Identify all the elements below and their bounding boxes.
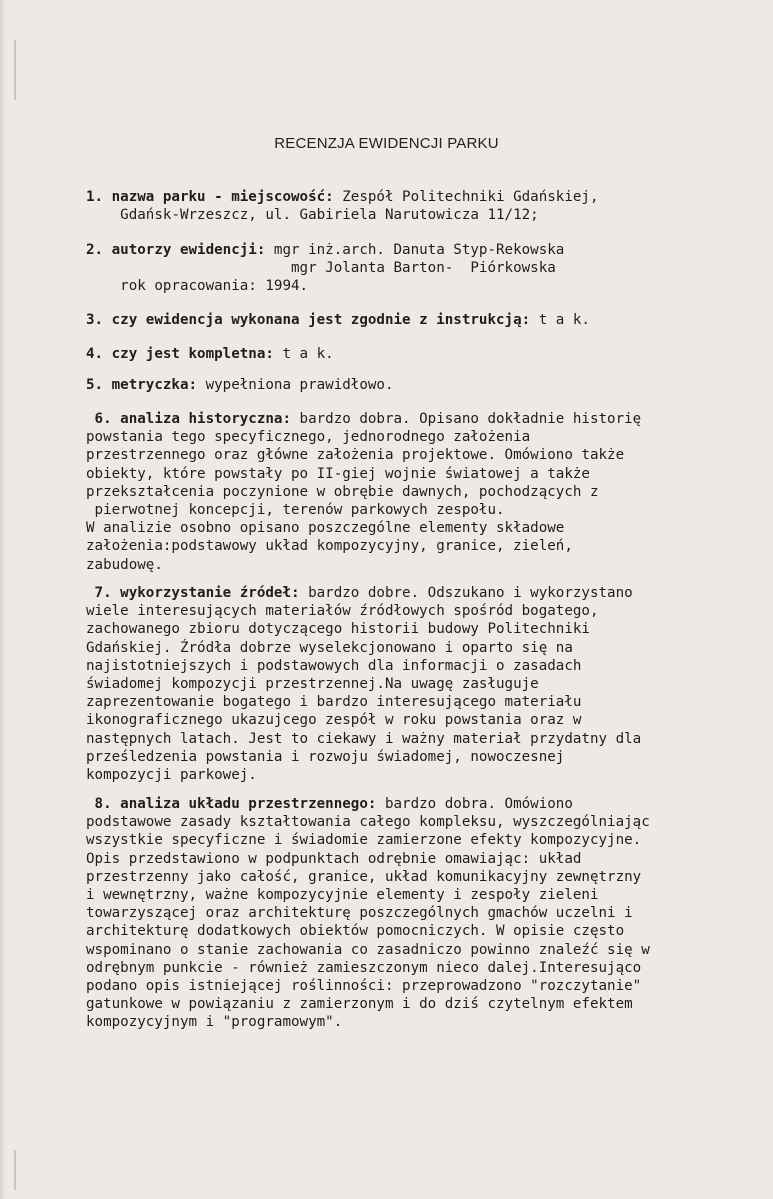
paragraph-line: [86, 657, 766, 675]
paragraph-line: [86, 620, 766, 638]
paragraph-line: [86, 537, 766, 555]
line-text: Gdańskiej. Źródła dobrze wyselekcjonowano i oparto się na: [86, 639, 573, 656]
paragraph-line: [86, 868, 766, 886]
line-text: następnych latach. Jest to ciekawy i ważny materiał przydatny dla: [86, 730, 642, 747]
paragraph-line: [86, 277, 766, 295]
line-text: odrębnym punkcie - również zamieszczonym nieco dalej.Interesująco: [86, 959, 642, 976]
paragraph-line: [86, 886, 766, 904]
paragraph-line: [86, 483, 766, 501]
paragraph-line: [86, 766, 766, 784]
paragraph-line: [86, 995, 766, 1013]
paragraph-line: [86, 206, 766, 224]
line-text: najistotniejszych i podstawowych dla informacji o zasadach: [86, 657, 582, 674]
paragraph-line: [86, 188, 766, 206]
line-text: zaprezentowanie bogatego i bardzo interesującego materiału: [86, 694, 582, 711]
line-text: prześledzenia powstania i rozwoju świadomej, nowoczesnej: [86, 748, 565, 765]
section-heading: 5. metryczka:: [86, 377, 198, 393]
paragraph-line: [86, 241, 766, 259]
line-text: wypełniona prawidłowo.: [197, 377, 394, 393]
line-text: t a k.: [530, 312, 590, 328]
section-s4: [86, 345, 766, 363]
paragraph-line: [86, 410, 766, 428]
line-text: świadomej kompozycji przestrzennej.Na uwagę zasługuje: [86, 675, 539, 692]
paragraph-line: [86, 693, 766, 711]
paragraph-line: [86, 345, 766, 363]
line-text: założenia:podstawowy układ kompozycyjny, granice, zieleń,: [86, 538, 573, 555]
line-text: bardzo dobre. Odszukano i wykorzystano: [299, 585, 633, 601]
paragraph-line: [86, 584, 766, 602]
paragraph-line: [86, 465, 766, 483]
line-text: gatunkowe w powiązaniu z zamierzonym i do dziś czytelnym efektem: [86, 996, 633, 1013]
page-edge: [0, 0, 6, 1199]
line-text: przestrzennego oraz główne założenia projektowe. Omówiono także: [86, 447, 625, 464]
line-text: bardzo dobra. Opisano dokładnie historię: [291, 411, 642, 427]
line-text: podano opis istniejącej roślinności: przeprowadzono "rozczytanie": [86, 977, 642, 994]
paragraph-line: [86, 922, 766, 940]
line-text: powstania tego specyficznego, jednorodnego założenia: [86, 429, 531, 446]
line-text: zachowanego zbioru dotyczącego historii budowy Politechniki: [86, 621, 590, 638]
line-text: t a k.: [273, 346, 334, 362]
section-s2: [86, 241, 766, 296]
section-s8: [86, 795, 766, 1031]
line-text: bardzo dobra. Omówiono: [376, 796, 573, 812]
line-text: mgr inż.arch. Danuta Styp-Rekowska: [265, 242, 565, 258]
line-text: towarzyszącej oraz architekturę poszczególnych gmachów uczelni i: [86, 905, 633, 922]
line-text: przekształcenia poczynione w obrębie dawnych, pochodzących z: [86, 483, 599, 500]
paragraph-line: [86, 850, 766, 868]
section-s6: [86, 410, 766, 574]
paragraph-line: [86, 311, 766, 329]
line-text: zabudowę.: [86, 556, 163, 573]
line-text: Gdańsk-Wrzeszcz, ul. Gabiriela Narutowicza 11/12;: [86, 207, 539, 224]
section-s5: [86, 376, 766, 394]
line-text: wspominano o stanie zachowania co zasadniczo powinno znaleźć się w: [86, 941, 650, 958]
paragraph-line: [86, 1013, 766, 1031]
paragraph-line: [86, 376, 766, 394]
section-heading: 4. czy jest kompletna:: [86, 346, 274, 362]
paragraph-line: [86, 977, 766, 995]
paragraph-line: [86, 639, 766, 657]
punch-mark-bottom: [14, 1150, 16, 1190]
line-text: wiele interesujących materiałów źródłowych spośród bogatego,: [86, 603, 599, 620]
paragraph-line: [86, 711, 766, 729]
line-text: kompozycyjnym i "programowym".: [86, 1014, 343, 1031]
line-text: kompozycji parkowej.: [86, 766, 257, 783]
paragraph-line: [86, 959, 766, 977]
section-heading: 6. analiza historyczna:: [86, 411, 291, 427]
line-text: przestrzenny jako całość, granice, układ komunikacyjny zewnętrzny: [86, 868, 642, 885]
line-text: i wewnętrzny, ważne kompozycyjnie elementy i zespoły zieleni: [86, 886, 599, 903]
paragraph-line: [86, 428, 766, 446]
paragraph-line: [86, 813, 766, 831]
paragraph-line: [86, 501, 766, 519]
line-text: Zespół Politechniki Gdańskiej,: [333, 189, 599, 205]
line-text: pierwotnej koncepcji, terenów parkowych zespołu.: [86, 501, 505, 518]
paragraph-line: [86, 831, 766, 849]
paragraph-line: [86, 675, 766, 693]
paragraph-line: [86, 904, 766, 922]
section-s3: [86, 311, 766, 329]
punch-mark-top: [14, 40, 16, 100]
paragraph-line: [86, 730, 766, 748]
line-text: W analizie osobno opisano poszczególne elementy składowe: [86, 520, 565, 537]
paragraph-line: [86, 519, 766, 537]
line-text: podstawowe zasady kształtowania całego kompleksu, wyszczególniając: [86, 814, 650, 831]
section-heading: 8. analiza układu przestrzennego:: [86, 796, 377, 812]
line-text: wszystkie specyficzne i świadomie zamierzone efekty kompozycyjne.: [86, 832, 642, 849]
section-s7: [86, 584, 766, 784]
line-text: Opis przedstawiono w podpunktach odrębnie omawiając: układ: [86, 850, 582, 867]
document-title: RECENZJA EWIDENCJI PARKU: [274, 135, 499, 152]
paragraph-line: [86, 556, 766, 574]
paragraph-line: [86, 446, 766, 464]
section-heading: 1. nazwa parku - miejscowość:: [86, 189, 334, 205]
paragraph-line: [86, 941, 766, 959]
paragraph-line: [86, 748, 766, 766]
paragraph-line: [86, 259, 766, 277]
section-heading: 7. wykorzystanie źródeł:: [86, 585, 300, 601]
line-text: architekturę dodatkowych obiektów pomocniczych. W opisie często: [86, 923, 625, 940]
paragraph-line: [86, 795, 766, 813]
section-heading: 3. czy ewidencja wykonana jest zgodnie z instrukcją:: [86, 312, 531, 328]
paragraph-line: [86, 602, 766, 620]
section-heading: 2. autorzy ewidencji:: [86, 242, 266, 258]
line-text: obiekty, które powstały po II-giej wojnie światowej a także: [86, 465, 590, 482]
line-text: rok opracowania: 1994.: [86, 278, 309, 295]
line-text: mgr Jolanta Barton- Piórkowska: [86, 260, 556, 277]
line-text: ikonograficznego ukazujcego zespół w roku powstania oraz w: [86, 712, 582, 729]
section-s1: [86, 188, 766, 224]
